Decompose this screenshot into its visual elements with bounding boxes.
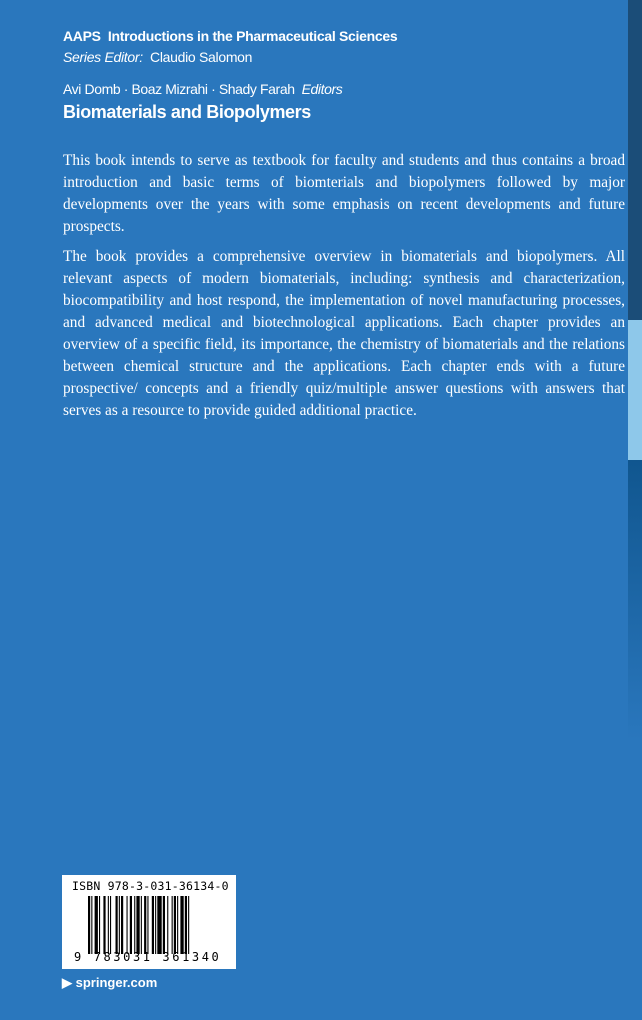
description-paragraph: The book provides a comprehensive overview in biomaterials and biopolymers. All relevant aspects of modern biomaterials, including: synthesis and characterization, biocompatibility and host respond, the implementation of novel manufacturing processes, and advanced medical and biotechnological applications. Each chapter provides an overview of a specific field, its importance, the chemistry of biomaterials and the relations between chemical structure and the applications. Each chapter ends with a future prospective/ concepts and a friendly quiz/multiple answer questions with answers that serves as a resource to provide guided additional practice.	[63, 248, 625, 419]
barcode-bar	[134, 896, 135, 954]
series-info	[63, 28, 397, 70]
barcode-bar	[185, 896, 187, 954]
barcode-bar	[119, 896, 120, 954]
barcode-bar	[163, 896, 165, 954]
publisher-link[interactable]	[62, 975, 157, 991]
barcode-bar	[99, 896, 100, 954]
isbn-barcode	[62, 875, 236, 969]
barcode-bar	[167, 896, 168, 954]
barcode-bar	[180, 896, 183, 954]
series-name: Introductions in the Pharmaceutical Sciences	[107, 28, 398, 44]
barcode-bar	[95, 896, 98, 954]
barcode-bar	[147, 896, 148, 954]
barcode-bar	[152, 896, 154, 954]
barcode-bar	[172, 896, 173, 954]
book-title: Biomaterials and Biopolymers	[63, 102, 311, 122]
barcode-bar	[188, 896, 189, 954]
barcode-bar	[144, 896, 146, 954]
barcode-digits: 9 783031 361340	[74, 950, 222, 964]
barcode-bar	[157, 896, 161, 954]
barcode-bar	[108, 896, 109, 954]
series-label: AAPS	[63, 28, 101, 44]
series-editor: Claudio Salomon	[150, 49, 253, 65]
editor-names: Avi Domb · Boaz Mizrahi · Shady Farah	[63, 81, 295, 97]
barcode-bar	[177, 896, 178, 954]
barcode-bar	[103, 896, 105, 954]
barcode-bar	[174, 896, 176, 954]
isbn-text: ISBN 978-3-031-36134-0	[72, 879, 229, 893]
description-paragraph: This book intends to serve as textbook for faculty and students and thus contains a broad introduction and basic terms of biomterials and biopolymers followed by major developments over the years with some emphasis on recent developments and future prospects.	[63, 152, 625, 235]
barcode-bar	[116, 896, 118, 954]
book-description	[63, 150, 625, 430]
barcode-bar	[110, 896, 111, 954]
barcode-bars	[88, 896, 228, 954]
triangle-right-icon: ▶	[62, 975, 72, 990]
barcode-bar	[141, 896, 142, 954]
barcode-bar	[155, 896, 156, 954]
book-editors	[63, 81, 342, 97]
barcode-bar	[130, 896, 132, 954]
series-editor-label: Series Editor:	[63, 49, 143, 65]
barcode-bar	[136, 896, 139, 954]
spine-edge	[628, 0, 642, 1020]
barcode-bar	[88, 896, 90, 954]
editors-label: Editors	[301, 81, 343, 97]
barcode-bar	[91, 896, 92, 954]
barcode-bar	[121, 896, 123, 954]
publisher-url: springer.com	[75, 975, 158, 990]
barcode-bar	[127, 896, 128, 954]
